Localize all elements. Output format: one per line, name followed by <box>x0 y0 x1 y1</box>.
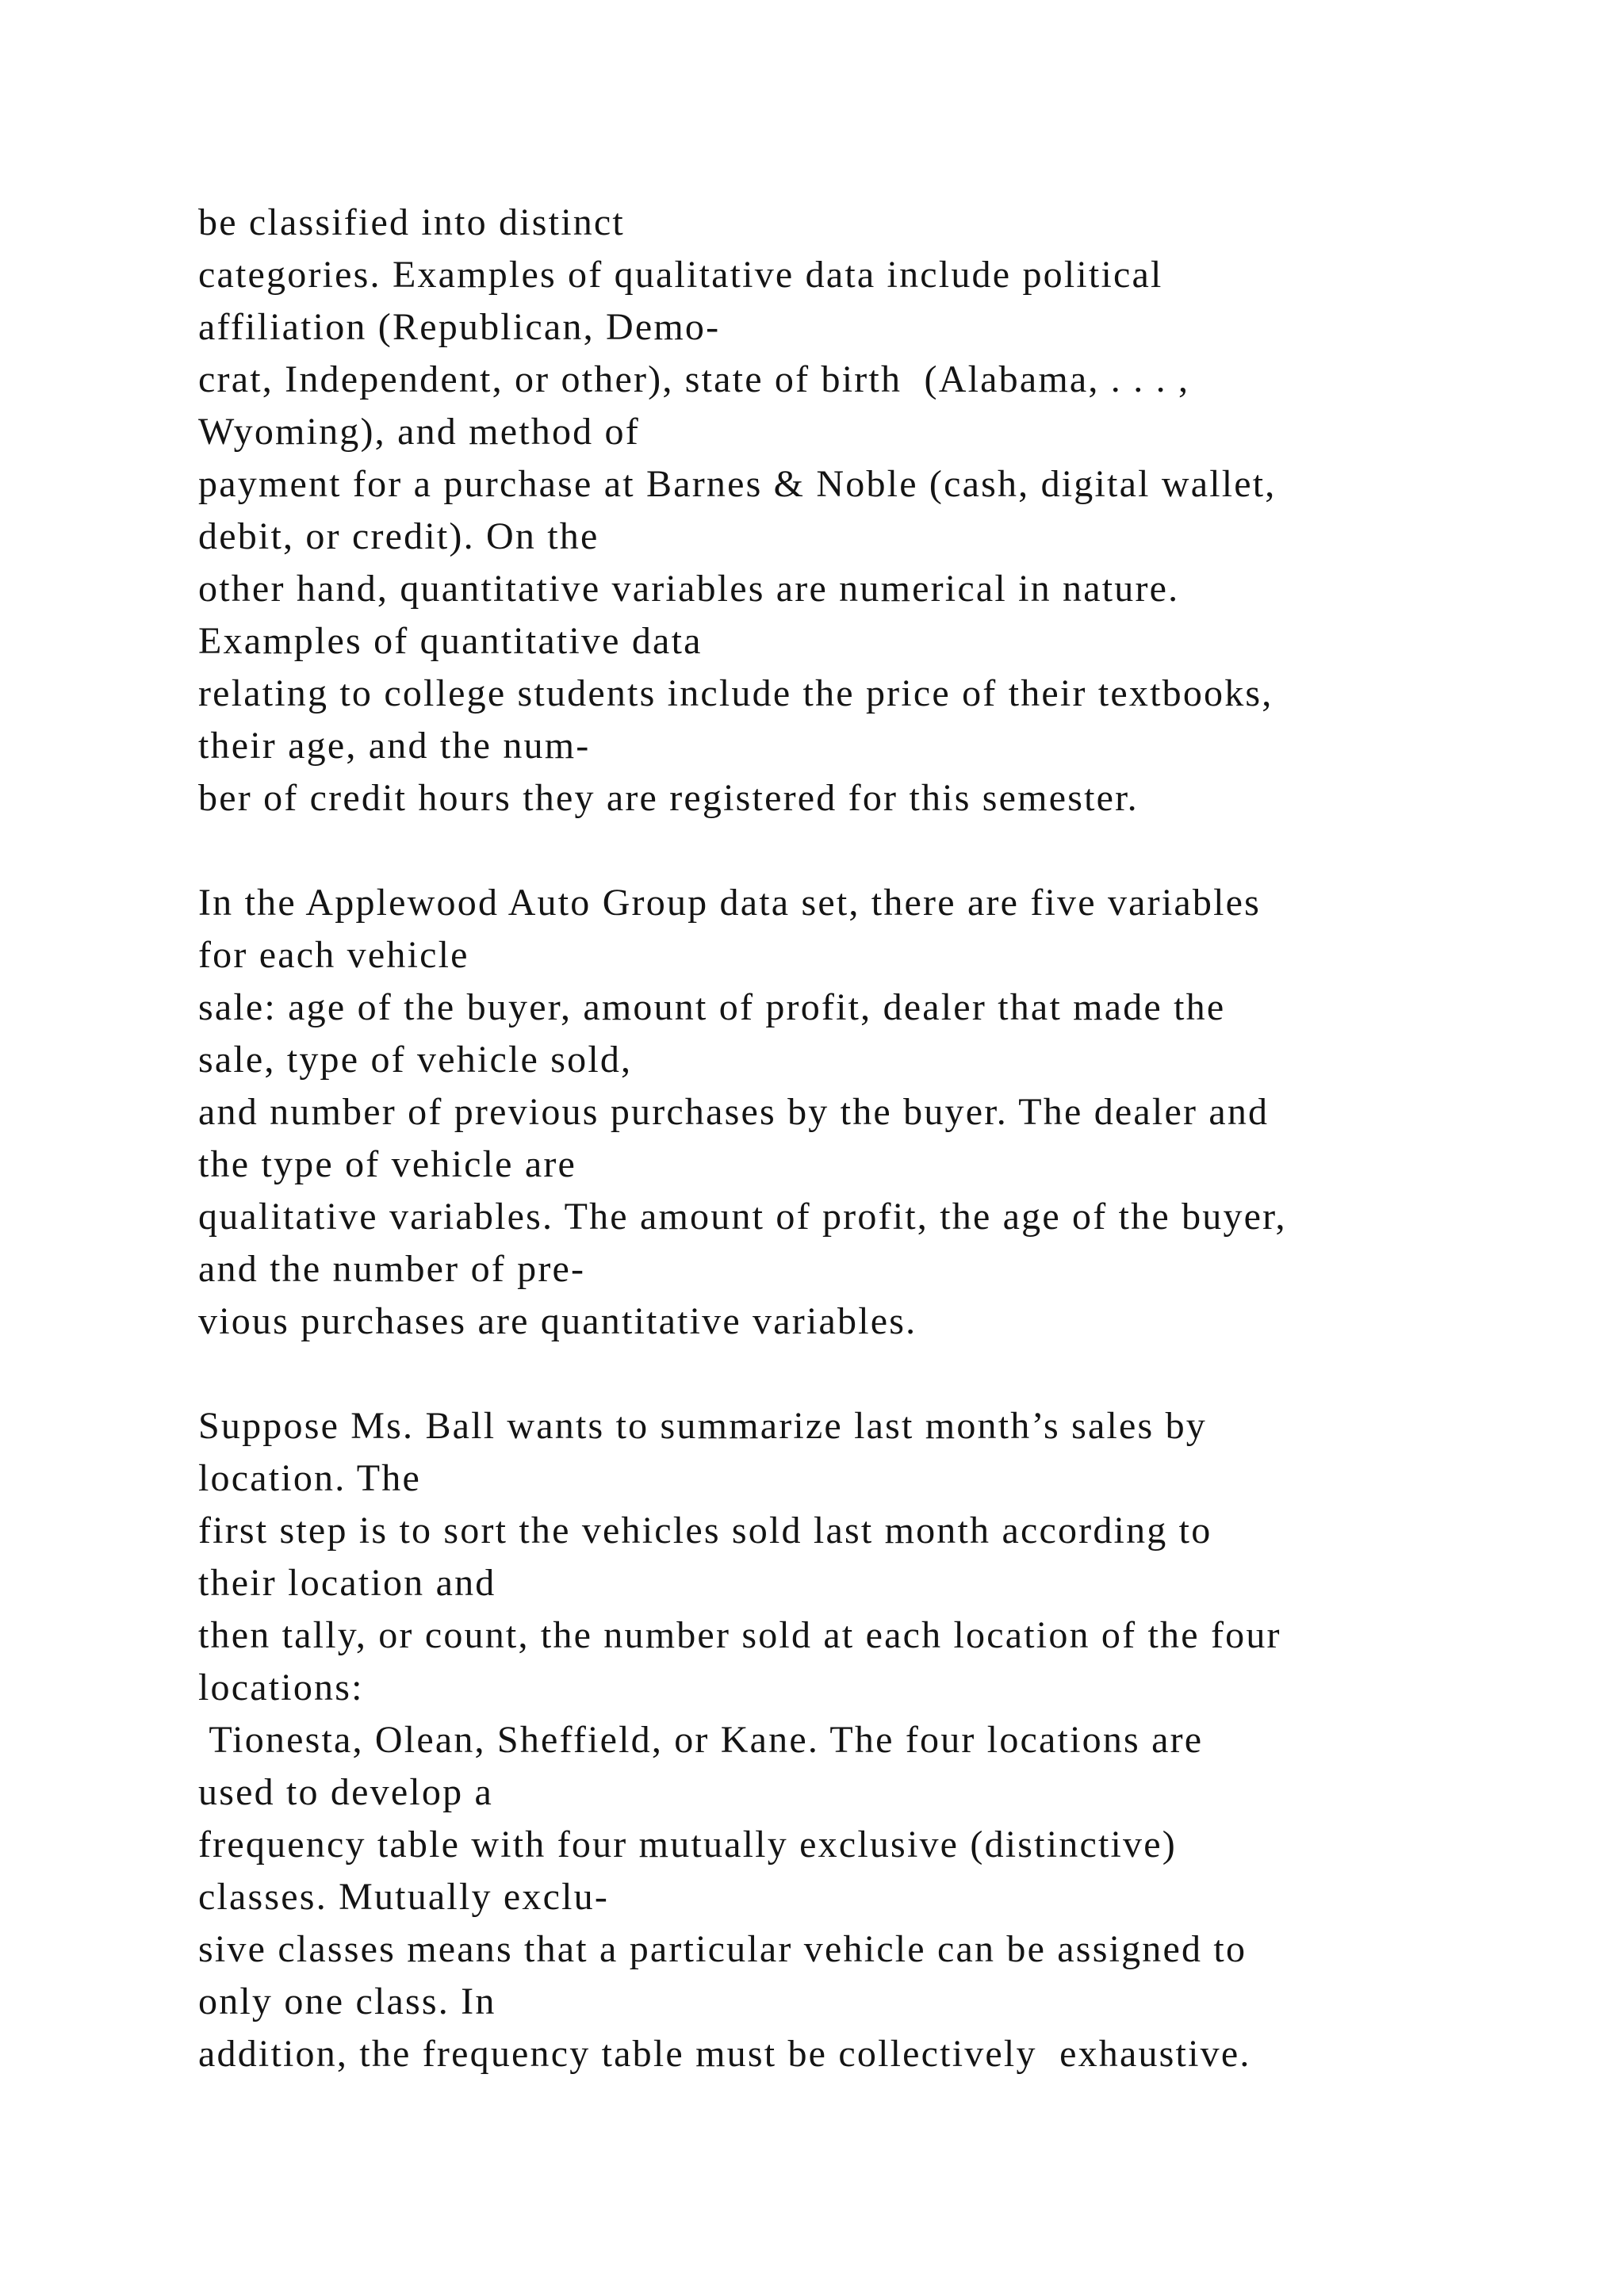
text-line: ber of credit hours they are registered for this semester. <box>198 777 1139 819</box>
text-line: for each vehicle <box>198 934 469 976</box>
blank-line <box>198 825 1546 877</box>
text-line: payment for a purchase at Barnes & Noble (cash, digital wallet, <box>198 463 1277 505</box>
text-line: qualitative variables. The amount of profit, the age of the buyer, <box>198 1196 1287 1238</box>
text-line: vious purchases are quantitative variables. <box>198 1300 917 1342</box>
text-line: then tally, or count, the number sold at each location of the four <box>198 1614 1281 1656</box>
text-line: crat, Independent, or other), state of birth (Alabama, . . . , <box>198 358 1190 400</box>
paragraph-2 <box>198 877 1546 1348</box>
text-line: categories. Examples of qualitative data include political <box>198 254 1163 296</box>
text-line: first step is to sort the vehicles sold last month according to <box>198 1510 1212 1552</box>
text-line: used to develop a <box>198 1771 493 1813</box>
text-line: relating to college students include the price of their textbooks, <box>198 672 1274 714</box>
text-line: debit, or credit). On the <box>198 515 599 557</box>
text-line: their location and <box>198 1562 496 1604</box>
text-line: addition, the frequency table must be collectively exhaustive. <box>198 2033 1251 2075</box>
blank-line <box>198 1348 1546 1400</box>
text-line: Examples of quantitative data <box>198 620 703 662</box>
text-line: their age, and the num- <box>198 725 591 767</box>
text-line: locations: <box>198 1667 364 1709</box>
paragraph-1 <box>198 197 1546 825</box>
text-line: affiliation (Republican, Demo- <box>198 306 721 348</box>
text-line: Wyoming), and method of <box>198 411 640 453</box>
text-line: location. The <box>198 1457 421 1499</box>
text-line: classes. Mutually exclu- <box>198 1876 610 1918</box>
text-line: sale: age of the buyer, amount of profit, dealer that made the <box>198 986 1226 1028</box>
text-line: and number of previous purchases by the buyer. The dealer and <box>198 1091 1270 1133</box>
text-line: Suppose Ms. Ball wants to summarize last month’s sales by <box>198 1405 1207 1447</box>
text-line: sale, type of vehicle sold, <box>198 1039 633 1081</box>
text-line: In the Applewood Auto Group data set, there are five variables <box>198 882 1262 924</box>
text-line: and the number of pre- <box>198 1248 586 1290</box>
text-line: only one class. In <box>198 1980 496 2022</box>
document-body <box>198 197 1546 2080</box>
text-line: sive classes means that a particular vehicle can be assigned to <box>198 1928 1247 1970</box>
text-line: Tionesta, Olean, Sheffield, or Kane. The four locations are <box>198 1719 1204 1761</box>
text-line: the type of vehicle are <box>198 1143 577 1185</box>
paragraph-3 <box>198 1400 1546 2080</box>
text-line: be classified into distinct <box>198 201 625 243</box>
text-line: other hand, quantitative variables are numerical in nature. <box>198 568 1180 610</box>
text-line: frequency table with four mutually exclusive (distinctive) <box>198 1823 1177 1866</box>
